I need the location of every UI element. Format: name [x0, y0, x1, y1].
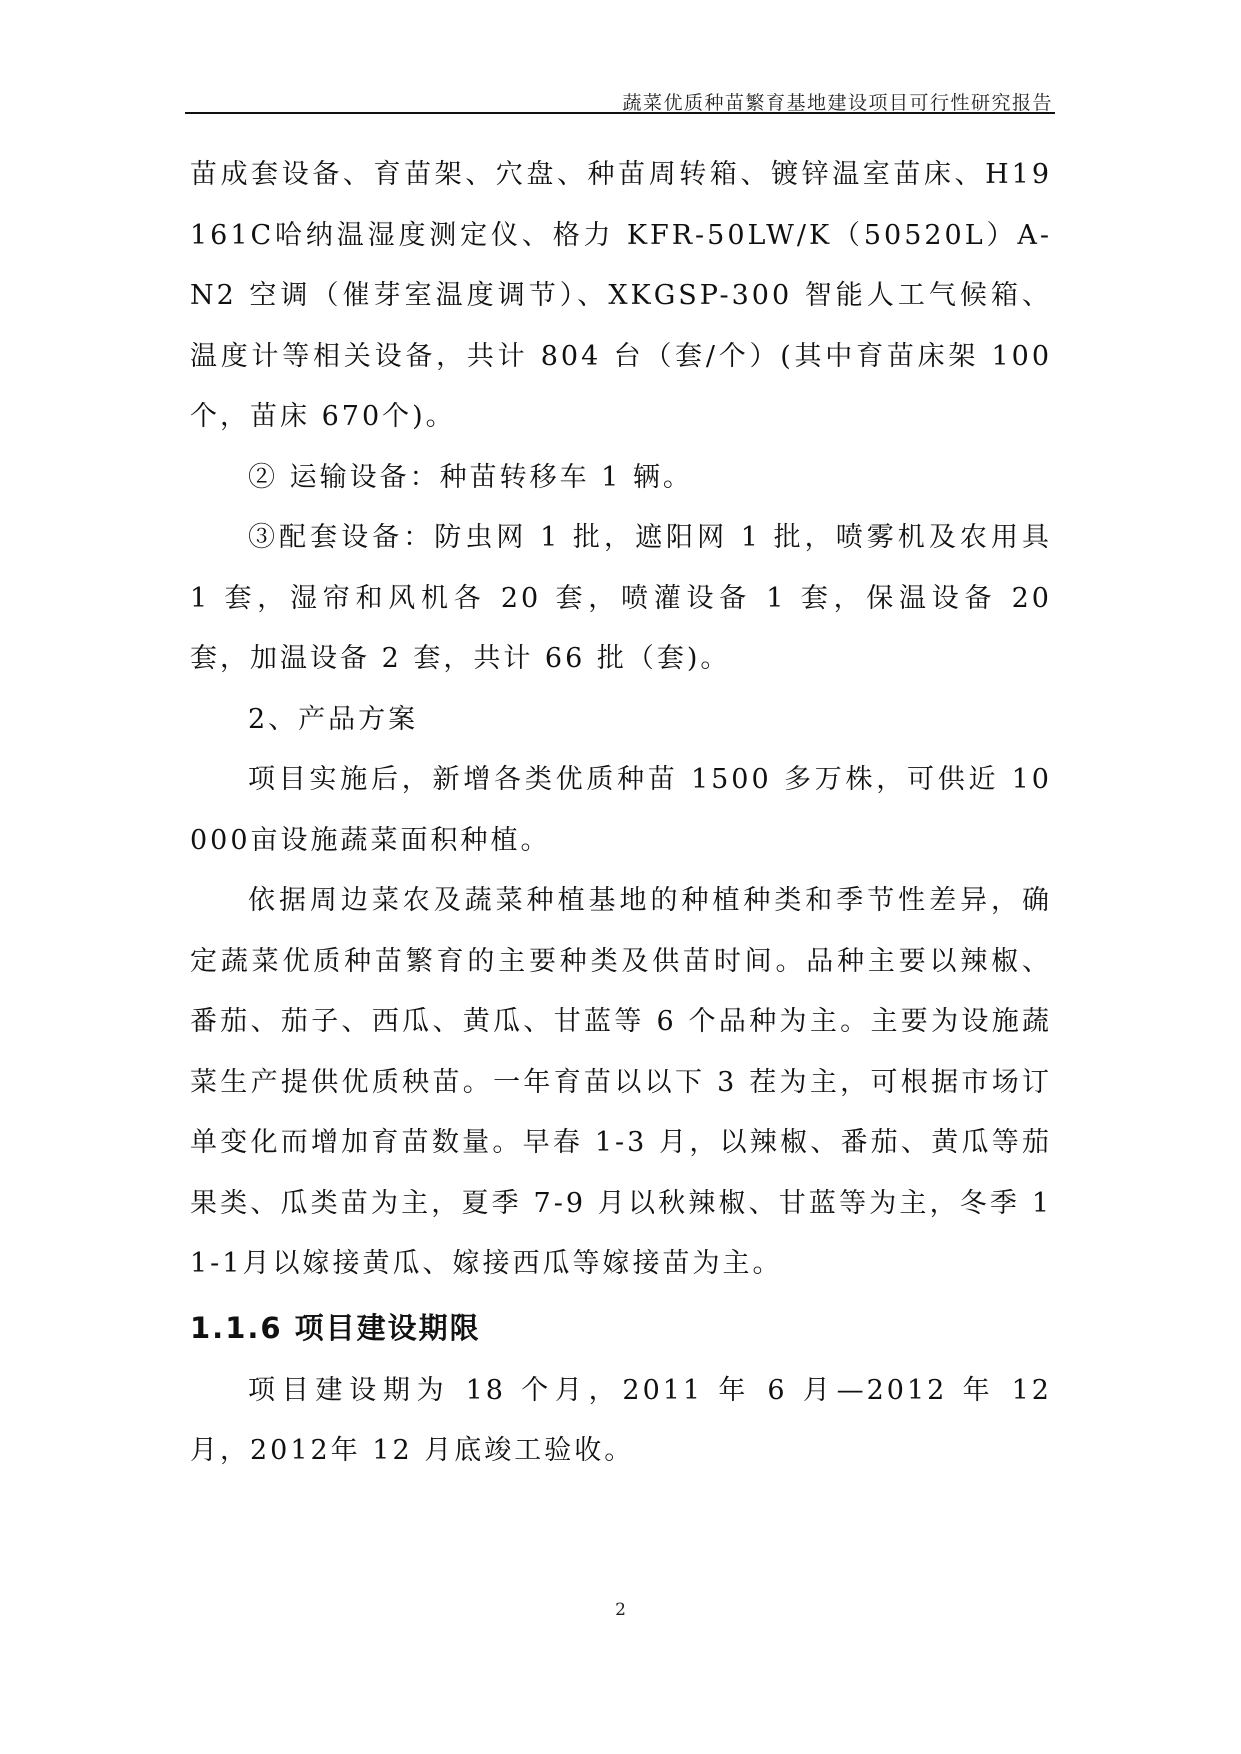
paragraph-transport-equipment: ② 运输设备：种苗转移车 1 辆。	[248, 461, 693, 493]
paragraph-construction-period: 项目建设期为 18 个月，2011 年 6 月—2012 年 12 月，2012年 12 月底竣工验收。	[190, 1374, 1052, 1466]
page-number: 2	[615, 1600, 626, 1620]
running-header-title: 蔬菜优质种苗繁育基地建设项目可行性研究报告	[622, 92, 1053, 114]
page-body	[190, 145, 1052, 1505]
section-heading-construction-period: 1.1.6 项目建设期限	[190, 1310, 481, 1345]
subheading-product-plan: 2、产品方案	[248, 703, 419, 735]
header-divider	[185, 112, 1055, 114]
paragraph-product-plan: 项目实施后，新增各类优质种苗 1500 多万株，可供近 10000亩设施蔬菜面积种植。	[190, 764, 1052, 856]
paragraph-equipment-list: 苗成套设备、育苗架、穴盘、种苗周转箱、镀锌温室苗床、H19161C哈纳温湿度测定仪、格力 KFR-50LW/K（50520L）A-N2 空调（催芽室温度调节）、XKGSP-300 智能人工气候箱、温度计等相关设备，共计 804 台（套/个）(其中育苗床架 100 个，苗床 670个)。	[190, 159, 1052, 432]
paragraph-varieties-schedule: 依据周边菜农及蔬菜种植基地的种植种类和季节性差异，确定蔬菜优质种苗繁育的主要种类及供苗时间。品种主要以辣椒、番茄、茄子、西瓜、黄瓜、甘蓝等 6 个品种为主。主要为设施蔬菜生产提供优质秧苗。一年育苗以以下 3 茬为主，可根据市场订单变化而增加育苗数量。早春 1-3 月，以辣椒、番茄、黄瓜等茄果类、瓜类苗为主，夏季 7-9 月以秋辣椒、甘蓝等为主，冬季 11-1月以嫁接黄瓜、嫁接西瓜等嫁接苗为主。	[190, 885, 1052, 1279]
paragraph-supporting-equipment: ③配套设备：防虫网 1 批，遮阳网 1 批，喷雾机及农用具 1 套，湿帘和风机各 20 套，喷灌设备 1 套，保温设备 20 套，加温设备 2 套，共计 66 批（套)。	[190, 522, 1052, 674]
